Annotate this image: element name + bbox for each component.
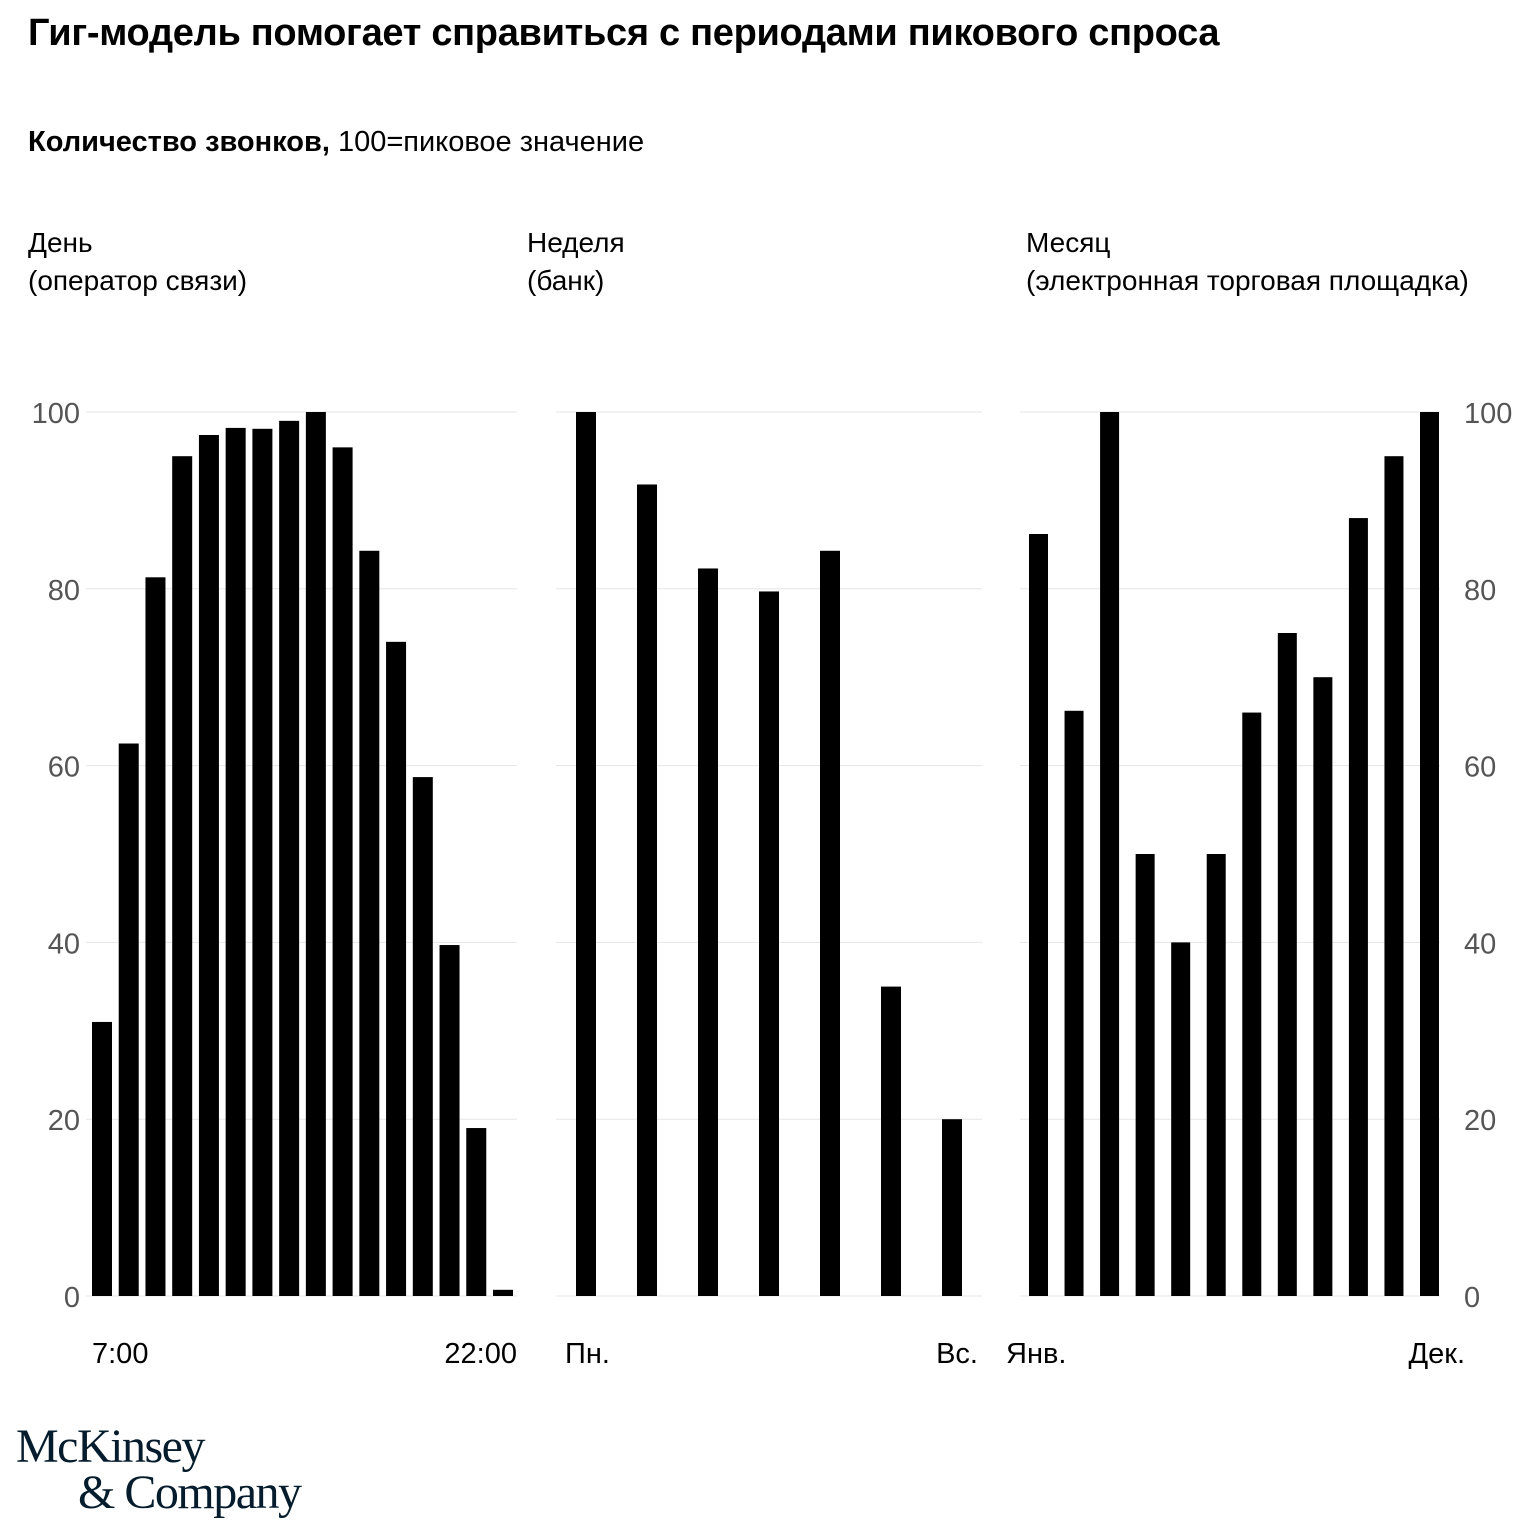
panel-week-title-line2: (банк) [527,265,605,296]
x-label-last: Дек. [1408,1338,1465,1370]
bar-month [1242,713,1261,1296]
panel-day-title-line2: (оператор связи) [28,265,248,296]
y-tick-label: 80 [1464,574,1497,607]
bar-day [306,412,326,1296]
bar-day [252,429,272,1296]
y-tick-label: 40 [47,928,80,961]
logo-line1: McKinsey [16,1420,204,1473]
bar-month [1136,854,1155,1296]
logo-line2: & Company [78,1466,301,1519]
bar-week [820,551,840,1296]
bar-month [1065,711,1084,1296]
bar-week [759,591,779,1296]
bar-month [1384,456,1403,1296]
chart-title: Гиг-модель помогает справиться с периодами пикового спроса [28,12,1220,54]
bar-month [1349,518,1368,1296]
bar-day [466,1128,486,1296]
y-tick-label: 20 [1464,1105,1497,1138]
y-tick-label: 0 [1464,1282,1481,1314]
y-tick-label: 60 [1464,751,1497,784]
bar-month [1100,412,1119,1296]
y-tick-label: 0 [63,1282,80,1314]
bar-day [199,435,219,1296]
x-label-last: Вс. [936,1338,978,1370]
bar-month [1278,633,1297,1296]
bar-month [1171,942,1190,1296]
bar-day [172,456,192,1296]
subtitle-rest: 100=пиковое значение [329,126,645,158]
bar-day [92,1022,112,1296]
bar-month [1420,412,1439,1296]
bar-day [279,421,299,1296]
bar-month [1029,534,1048,1296]
bar-day [359,551,379,1296]
x-label-last: 22:00 [444,1338,517,1370]
y-tick-label: 100 [31,398,80,430]
panel-week-title-line1: Неделя [527,227,625,258]
bar-week [637,484,657,1296]
bar-day [493,1290,513,1296]
bar-month [1207,854,1226,1296]
y-tick-label: 60 [47,751,80,784]
panel-day-title-line1: День [28,227,93,258]
bar-day [440,945,460,1296]
bar-week [576,412,596,1296]
y-tick-label: 80 [47,574,80,607]
panel-month-title-line1: Месяц [1026,227,1111,258]
x-label-first: Пн. [565,1338,610,1370]
x-label-first: 7:00 [92,1338,149,1370]
bar-month [1313,677,1332,1296]
bar-day [413,777,433,1296]
bar-week [698,568,718,1296]
x-label-first: Янв. [1006,1338,1067,1370]
bar-week [881,987,901,1296]
y-tick-label: 20 [47,1105,80,1138]
bar-week [942,1119,962,1296]
y-tick-label: 100 [1464,398,1513,430]
bar-day [333,447,353,1296]
y-tick-label: 40 [1464,928,1497,961]
bar-day [119,744,139,1297]
panel-month-title-line2: (электронная торговая площадка) [1026,265,1469,296]
subtitle-bold: Количество звонков, [28,126,330,158]
bar-day [145,577,165,1296]
bar-day [226,428,246,1296]
mckinsey-logo [16,1420,301,1519]
bar-day [386,642,406,1296]
